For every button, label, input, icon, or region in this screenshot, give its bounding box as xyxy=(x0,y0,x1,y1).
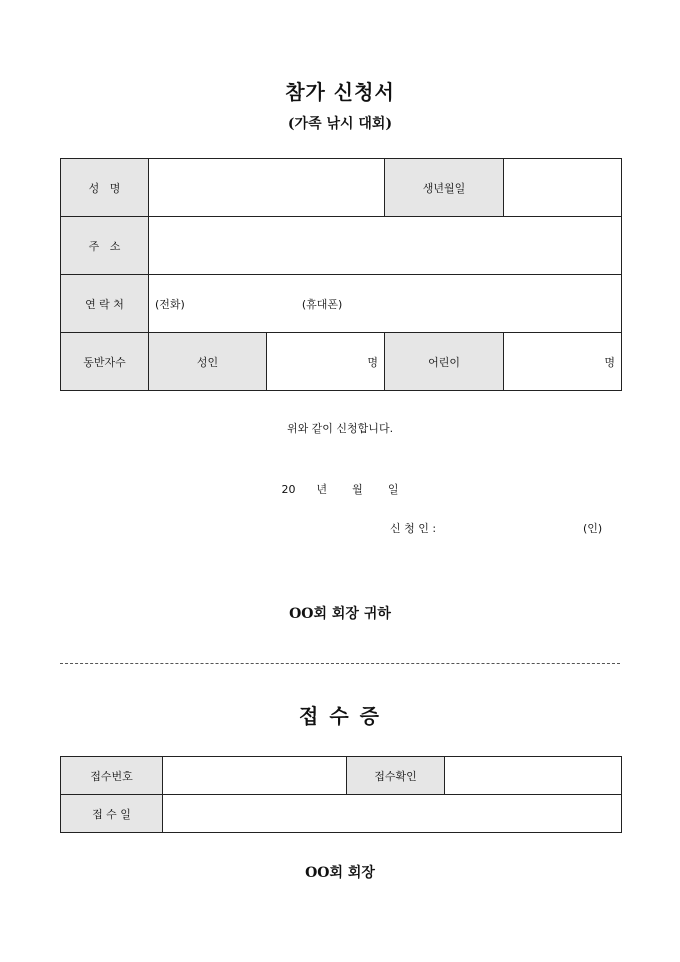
child-label: 어린이 xyxy=(385,333,504,391)
receipt-number-label: 접수번호 xyxy=(61,757,163,795)
seal-label: (인) xyxy=(583,522,603,535)
birth-label: 생년월일 xyxy=(385,159,504,217)
applicant-label: 신 청 인 : xyxy=(390,522,437,535)
child-unit: 명 xyxy=(604,355,616,369)
receipt-date-field[interactable] xyxy=(163,795,622,833)
year-prefix: 20 xyxy=(281,483,296,496)
receipt-confirm-label: 접수확인 xyxy=(347,757,445,795)
table-row xyxy=(61,217,622,275)
receipt-number-field[interactable] xyxy=(163,757,347,795)
contact-field[interactable] xyxy=(149,275,622,333)
receipt-title: 접 수 증 xyxy=(299,704,381,728)
date-line xyxy=(0,481,680,497)
adult-label: 성인 xyxy=(149,333,267,391)
addressee: OO회 회장 귀하 xyxy=(289,606,391,622)
phone-label: (전화) xyxy=(155,297,185,311)
mobile-label: (휴대폰) xyxy=(301,297,343,311)
day-label: 일 xyxy=(387,483,399,496)
address-field[interactable] xyxy=(149,217,622,275)
month-label: 월 xyxy=(352,483,363,496)
application-table xyxy=(60,158,622,391)
adult-count-field[interactable] xyxy=(267,333,385,391)
statement: 위와 같이 신청합니다. xyxy=(286,422,394,435)
cut-line-divider xyxy=(60,663,620,664)
companions-label: 동반자수 xyxy=(61,333,149,391)
child-count-field[interactable] xyxy=(504,333,622,391)
receipt-confirm-field[interactable] xyxy=(445,757,622,795)
name-label: 성 명 xyxy=(61,159,149,217)
birth-field[interactable] xyxy=(504,159,622,217)
contact-label: 연 락 처 xyxy=(61,275,149,333)
table-row xyxy=(61,333,622,391)
adult-unit: 명 xyxy=(367,355,379,369)
receipt-date-label: 접 수 일 xyxy=(61,795,163,833)
table-row xyxy=(61,275,622,333)
name-field[interactable] xyxy=(149,159,385,217)
table-row xyxy=(61,795,622,833)
address-label: 주 소 xyxy=(61,217,149,275)
form-subtitle: (가족 낚시 대회) xyxy=(287,116,393,132)
table-row xyxy=(61,757,622,795)
receipt-table xyxy=(60,756,622,833)
receipt-issuer: OO회 회장 xyxy=(305,865,375,881)
table-row xyxy=(61,159,622,217)
year-label: 년 xyxy=(316,483,328,496)
form-title: 참가 신청서 xyxy=(285,80,395,104)
